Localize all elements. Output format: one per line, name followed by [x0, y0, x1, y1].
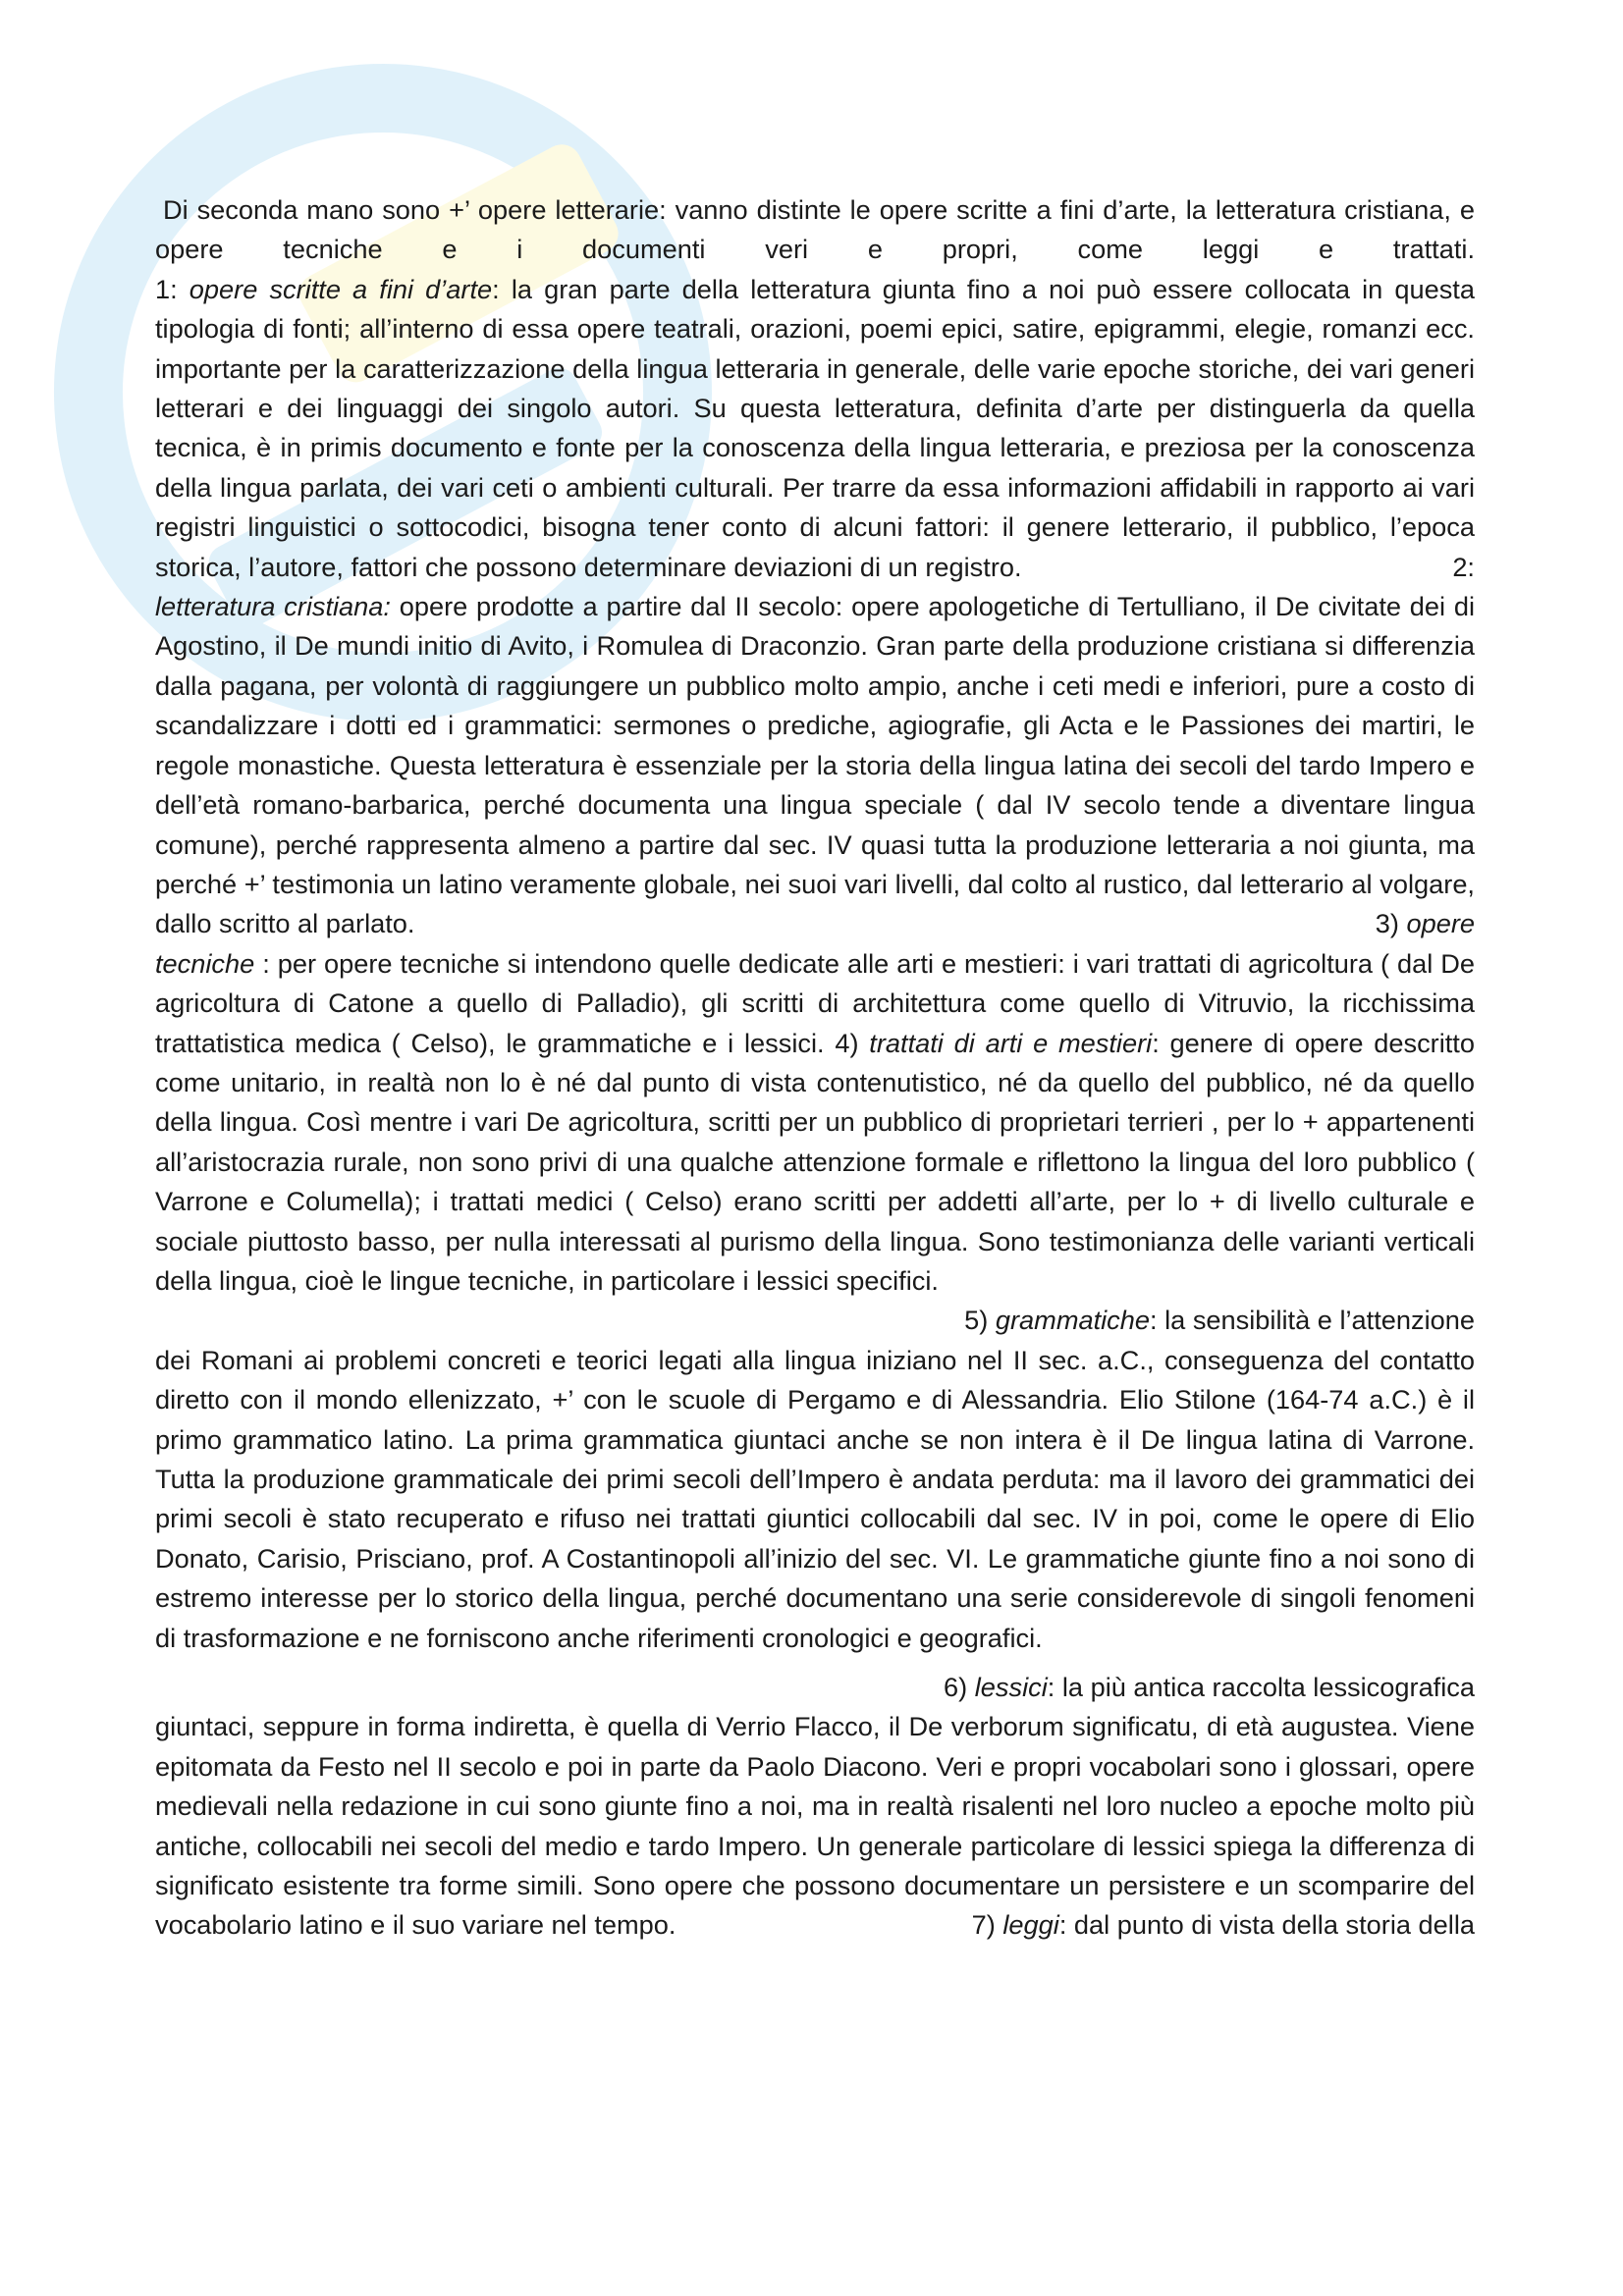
- section-number-4: 4): [835, 1027, 859, 1058]
- term-letteratura-cristiana: letteratura cristiana:: [155, 591, 391, 622]
- term-opere: opere: [1406, 908, 1475, 939]
- term-tecniche: tecniche: [155, 947, 255, 979]
- paragraph-intro: Di seconda mano sono +’ opere letterarie: vanno distinte le opere scritte a fini d’arte, la letteratura cristiana, e opere tecniche e i documenti veri e propri, come leggi e trattati.: [155, 194, 1475, 265]
- paragraph-grammatiche-head: 5) grammatiche: la sensibilità e l’attenzione: [964, 1305, 1475, 1336]
- paragraph-letteratura-cristiana: letteratura cristiana: opere prodotte a partire dal II secolo: opere apologetiche di Tertulliano, il De civitate dei di Agostino, il De mundi initio di Avito, i Romulea di Draconzio. Gran parte della produzione cristiana si differenzia dalla pagana, per volontà di raggiungere un pubblico molto ampio, anche i ceti medi e inferiori, pure a costo di scandalizzare i dotti ed i grammatici: sermones o prediche, agiografie, gli Acta e le Passiones dei martiri, le regole monastiche. Questa letteratura è essenziale per la storia della lingua latina dei secoli del tardo Impero e dell’età romano-barbarica, perché documenta una lingua speciale ( dal IV secolo tende a diventare lingua comune), perché rappresenta almeno a partire dal sec. IV quasi tutta la produzione letteraria a noi giunta, ma perché +’ testimonia un latino veramente globale, nei suoi vari livelli, dal colto al rustico, dal letterario al volgare, dallo scritto al parlato. 3) opere: [155, 591, 1475, 939]
- term-leggi: leggi: [1002, 1909, 1059, 1941]
- section-number-3: 3): [1375, 908, 1399, 939]
- term-trattati-arti-mestieri: trattati di arti e mestieri: [869, 1027, 1153, 1058]
- paragraph-lessici: giuntaci, seppure in forma indiretta, è quella di Verrio Flacco, il De verborum significatu, di età augustea. Viene epitomata da Festo nel II secolo e poi in parte da Paolo Diacono. Veri e propri vocabolari sono i glossari, opere medievali nella redazione in cui sono giunte fino a noi, ma in realtà risalenti nel loro nucleo a epoche molto più antiche, collocabili nei secoli del medio e tardo Impero. Un generale particolare di lessici spiega la differenza di significato esistente tra forme simili. Sono opere che possono documentare un persistere e un scomparire del vocabolario latino e il suo variare nel tempo. 7) leggi: dal punto di vista della storia della: [155, 1711, 1475, 1941]
- term-opere-fini-arte: opere scritte a fini d’arte: [189, 273, 493, 304]
- paragraph-grammatiche: dei Romani ai problemi concreti e teorici legati alla lingua iniziano nel II sec. a.C., conseguenza del contatto diretto con il mondo ellenizzato, +’ con le scuole di Pergamo e di Alessandria. Elio Stilone (164-74 a.C.) è il primo grammatico latino. La prima grammatica giuntaci anche se non intera è il De lingua latina di Varrone. Tutta la produzione grammaticale dei primi secoli dell’Impero è andata perduta: ma il lavoro dei grammatici dei primi secoli è stato recuperato e rifuso nei trattati giuntici collocabili dal sec. IV in poi, come le opere di Elio Donato, Carisio, Prisciano, prof. A Costantinopoli all’inizio del sec. VI. Le grammatiche giunte fino a noi sono di estremo interesse per lo storico della lingua, perché documentano una serie considerevole di singoli fenomeni di trasformazione e ne forniscono anche riferimenti cronologici e geografici.: [155, 1344, 1475, 1653]
- paragraph-opere-tecniche: tecniche : per opere tecniche si intendono quelle dedicate alle arti e mestieri: i vari trattati di agricoltura ( dal De agricoltura di Catone a quello di Palladio), gli scritti di architettura come quello di Vitruvio, la ricchissima trattatistica medica ( Celso), le grammatiche e i lessici. 4) trattati di arti e mestieri: genere di opere descritto come unitario, in realtà non lo è né dal punto di vista contenutistico, né da quello del pubblico, né da quello della lingua. Così mentre i vari De agricoltura, scritti per un pubblico di proprietari terrieri , per lo + appartenenti all’aristocrazia rurale, non sono privi di una qualche attenzione formale e riflettono la lingua del loro pubblico ( Varrone e Columella); i trattati medici ( Celso) erano scritti per addetti all’arte, per lo + di livello culturale e sociale piuttosto basso, per nulla interessati al purismo della lingua. Sono testimonianza delle varianti verticali della lingua, cioè le lingue tecniche, in particolare i lessici specifici.: [155, 947, 1475, 1296]
- section-number-2: 2:: [1452, 551, 1475, 582]
- paragraph-lessici-head: 6) lessici: la più antica raccolta lessicografica: [944, 1672, 1475, 1703]
- section-number-7: 7): [971, 1909, 996, 1941]
- term-lessici: lessici: [974, 1672, 1048, 1703]
- term-grammatiche: grammatiche: [995, 1305, 1151, 1336]
- paragraph-opere-fini-arte: 1: opere scritte a fini d’arte: la gran parte della letteratura giunta fino a noi può essere collocata in questa tipologia di fonti; all’interno di essa opere teatrali, orazioni, poemi epici, satire, epigrammi, elegie, romanzi ecc. importante per la caratterizzazione della lingua letteraria in generale, delle varie epoche storiche, dei vari generi letterari e dei linguaggi dei singolo autori. Su questa letteratura, definita d’arte per distinguerla da quella tecnica, è in primis documento e fonte per la conoscenza della lingua letteraria, e preziosa per la conoscenza della lingua parlata, dei vari ceti o ambienti culturali. Per trarre da essa informazioni affidabili in rapporto ai vari registri linguistici o sottocodici, bisogna tener conto di alcuni fattori: il genere letterario, il pubblico, l’epoca storica, l’autore, fattori che possono determinare deviazioni di un registro. 2:: [155, 270, 1475, 587]
- document-page: [155, 190, 1475, 1946]
